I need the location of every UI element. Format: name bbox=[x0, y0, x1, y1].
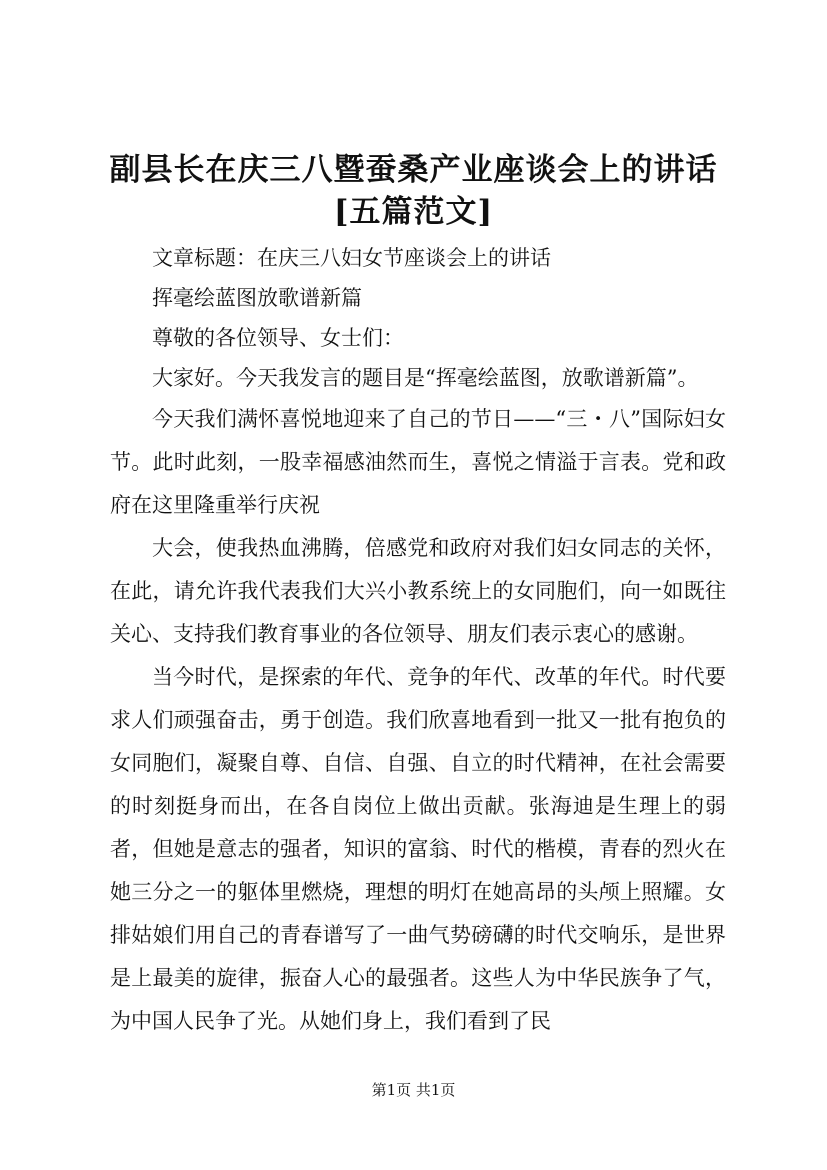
page-footer: 第1页 共1页 bbox=[371, 1081, 456, 1099]
document-title: 副县长在庆三八暨蚕桑产业座谈会上的讲话 bbox=[109, 152, 718, 188]
paragraph: 尊敬的各位领导、女士们： bbox=[152, 326, 404, 350]
paragraph: 今天我们满怀喜悦地迎来了自己的节日——“三・八”国际妇女节。此时此刻，一股幸福感油然而生，喜悦之情溢于言表。党和政府在这里隆重举行庆祝 bbox=[110, 407, 726, 517]
paragraph: 当今时代，是探索的年代、竞争的年代、改革的年代。时代要求人们顽强奋击，勇于创造。我们欣喜地看到一批又一批有抱负的女同胞们，凝聚自尊、自信、自强、自立的时代精神，在社会需要的时刻挺身而出，在各自岗位上做出贡献。张海迪是生理上的弱者，但她是意志的强者，知识的富翁、时代的楷模，青春的烈火在她三分之一的躯体里燃烧，理想的明灯在她高昂的头颅上照耀。女排姑娘们用自己的青春谱写了一曲气势磅礴的时代交响乐，是世界是上最美的旋律，振奋人心的最强者。这些人为中华民族争了气，为中国人民争了光。从她们身上，我们看到了民 bbox=[110, 665, 726, 1033]
paragraph: 文章标题：在庆三八妇女节座谈会上的讲话 bbox=[152, 246, 551, 270]
document-subtitle: [五篇范文] bbox=[333, 194, 494, 230]
document-body bbox=[110, 238, 726, 1043]
paragraph: 大家好。今天我发言的题目是“挥毫绘蓝图，放歌谱新篇”。 bbox=[152, 366, 699, 390]
paragraph: 挥毫绘蓝图放歌谱新篇 bbox=[152, 286, 362, 310]
paragraph: 大会，使我热血沸腾，倍感党和政府对我们妇女同志的关怀，在此，请允许我代表我们大兴小教系统上的女同胞们，向一如既往关心、支持我们教育事业的各位领导、朋友们表示衷心的感谢。 bbox=[110, 536, 726, 646]
